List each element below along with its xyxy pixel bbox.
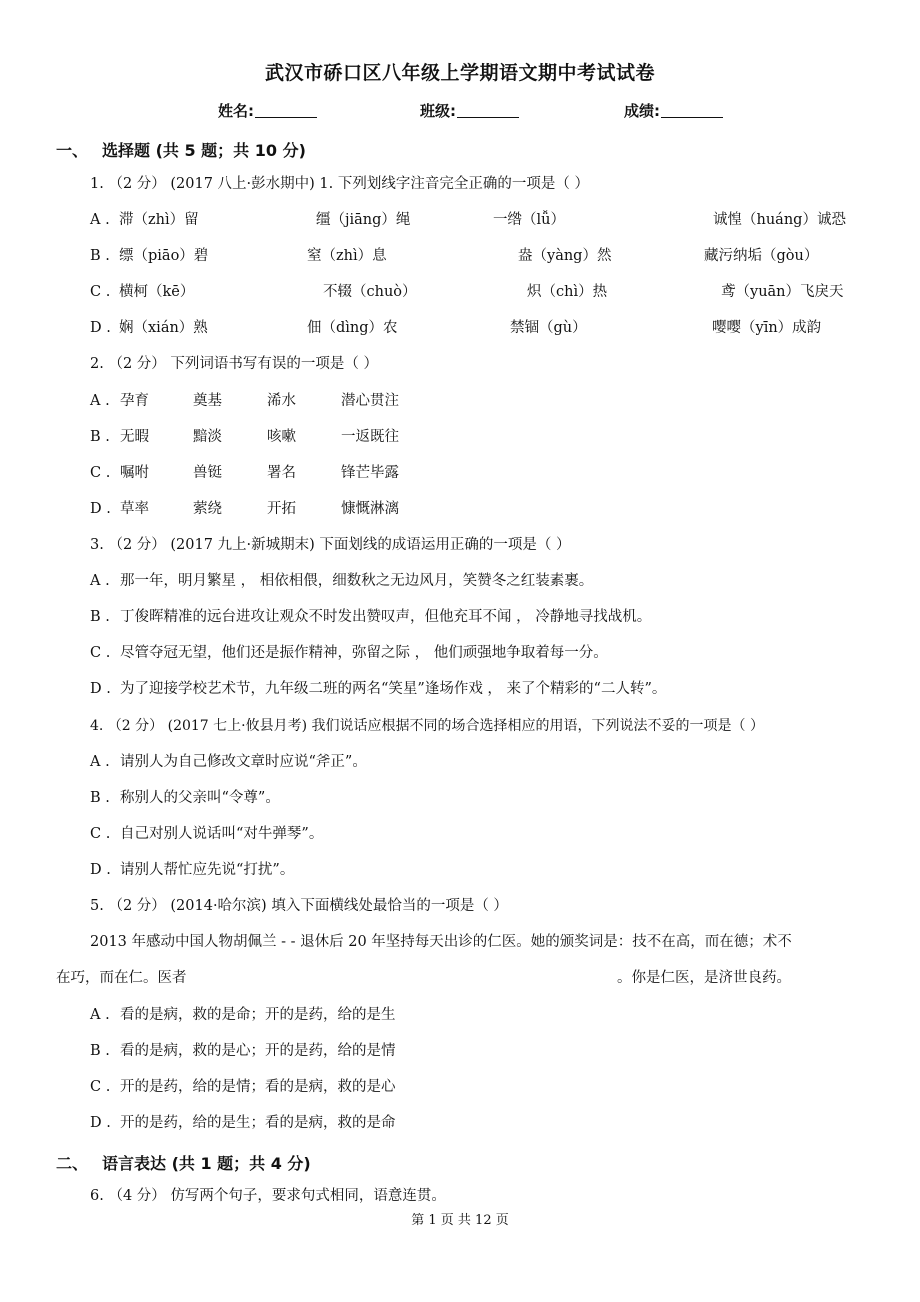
option-cell: 横柯（kē） bbox=[119, 284, 195, 300]
option-letter: A . bbox=[90, 573, 110, 589]
option-letter: C . bbox=[90, 645, 111, 661]
option-text: 尽管夺冠无望，他们还是振作精神，弥留之际 ， 他们顽强地争取着每一分。 bbox=[120, 645, 608, 661]
question-5-passage-line-1: 2013 年感动中国人物胡佩兰 - - 退休后 20 年坚持每天出诊的仁医。她的颁奖词是：技不在高，而在德；术不 bbox=[90, 934, 792, 950]
option-text: 自己对别人说话叫“对牛弹琴”。 bbox=[120, 826, 324, 842]
class-label: 班级: bbox=[420, 102, 456, 120]
option-text: 为了迎接学校艺术节，九年级二班的两名“笑星”逢场作戏 ， 来了个精彩的“二人转”。 bbox=[120, 681, 667, 697]
name-blank bbox=[255, 103, 317, 118]
option-cell: 慷慨淋漓 bbox=[341, 501, 399, 517]
question-1-stem: 1. （2 分） (2017 八上·彭水期中) 1. 下列划线字注音完全正确的一项是（ ） bbox=[90, 176, 589, 192]
option-cell: 萦绕 bbox=[193, 501, 222, 517]
option-letter: C . bbox=[90, 284, 111, 300]
option-cell: 署名 bbox=[267, 465, 296, 481]
question-4-stem: 4. （2 分） (2017 七上·攸县月考) 我们说话应根据不同的场合选择相应的用语，下列说法不妥的一项是（ ） bbox=[90, 718, 764, 734]
option-cell: 奠基 bbox=[193, 393, 222, 409]
option-letter: B . bbox=[90, 1043, 110, 1059]
option-letter: C . bbox=[90, 826, 111, 842]
section-label: 语言表达 (共 1 题；共 4 分) bbox=[102, 1154, 311, 1173]
class-field bbox=[420, 100, 519, 121]
option-letter: D . bbox=[90, 681, 111, 697]
option-letter: B . bbox=[90, 790, 110, 806]
option-text: 称别人的父亲叫“令尊”。 bbox=[120, 790, 280, 806]
option-letter: C . bbox=[90, 1079, 111, 1095]
section-number: 一、 bbox=[56, 141, 89, 160]
option-cell: 娴（xián）熟 bbox=[119, 320, 208, 336]
option-cell: 诚惶（huáng）诚恐 bbox=[713, 212, 846, 228]
option-letter: B . bbox=[90, 429, 110, 445]
option-cell: 缥（piāo）碧 bbox=[119, 248, 209, 264]
option-cell: 无暇 bbox=[120, 429, 149, 445]
score-blank bbox=[661, 103, 723, 118]
option-cell: 浠水 bbox=[267, 393, 296, 409]
option-cell: 不辍（chuò） bbox=[323, 284, 417, 300]
option-cell: 盎（yàng）然 bbox=[518, 248, 612, 264]
option-letter: A . bbox=[90, 1007, 110, 1023]
option-cell: 兽铤 bbox=[193, 465, 222, 481]
option-cell: 滞（zhì）留 bbox=[119, 212, 199, 228]
option-cell: 鸢（yuān）飞戾天 bbox=[721, 284, 844, 300]
section-number: 二、 bbox=[56, 1154, 89, 1173]
question-2-stem: 2. （2 分） 下列词语书写有误的一项是（ ） bbox=[90, 356, 378, 372]
student-info-row bbox=[0, 100, 920, 122]
section-heading-2 bbox=[56, 1151, 311, 1174]
option-cell: 潜心贯注 bbox=[341, 393, 399, 409]
class-blank bbox=[457, 103, 519, 118]
option-cell: 黯淡 bbox=[193, 429, 222, 445]
option-cell: 缰（jiāng）绳 bbox=[316, 212, 411, 228]
option-cell: 嘤嘤（yīn）成韵 bbox=[712, 320, 822, 336]
option-cell: 禁锢（gù） bbox=[510, 320, 587, 336]
option-letter: A . bbox=[90, 754, 110, 770]
page-title: 武汉市硚口区八年级上学期语文期中考试试卷 bbox=[264, 62, 655, 84]
option-cell: 孕育 bbox=[120, 393, 149, 409]
option-text: 请别人为自己修改文章时应说“斧正”。 bbox=[120, 754, 367, 770]
option-letter: D . bbox=[90, 862, 111, 878]
option-cell: 一返既往 bbox=[341, 429, 399, 445]
option-text: 看的是病，救的是心；开的是药，给的是情 bbox=[120, 1043, 396, 1059]
section-heading-1 bbox=[56, 138, 306, 161]
option-text: 那一年，明月繁星 ， 相依相偎，细数秋之无边风月，笑赞冬之红装素裹。 bbox=[120, 573, 594, 589]
option-cell: 草率 bbox=[120, 501, 149, 517]
option-letter: B . bbox=[90, 248, 110, 264]
option-text: 请别人帮忙应先说“打扰”。 bbox=[120, 862, 295, 878]
option-cell: 一绺（lǚ） bbox=[493, 212, 565, 228]
option-letter: A . bbox=[90, 393, 110, 409]
option-text: 看的是病，救的是命；开的是药，给的是生 bbox=[120, 1007, 396, 1023]
option-cell: 炽（chì）热 bbox=[527, 284, 608, 300]
option-cell: 藏污纳垢（gòu） bbox=[704, 248, 819, 264]
question-5-stem: 5. （2 分） (2014·哈尔滨) 填入下面横线处最恰当的一项是（ ） bbox=[90, 898, 508, 914]
option-cell: 锋芒毕露 bbox=[341, 465, 399, 481]
question-3-stem: 3. （2 分） (2017 九上·新城期末) 下面划线的成语运用正确的一项是（ ） bbox=[90, 537, 571, 553]
page-footer: 第 1 页 共 12 页 bbox=[411, 1213, 509, 1228]
option-letter: D . bbox=[90, 1115, 111, 1131]
score-field bbox=[624, 100, 723, 121]
option-cell: 嘱咐 bbox=[120, 465, 149, 481]
option-text: 丁俊晖精准的远台进攻让观众不时发出赞叹声，但他充耳不闻 ， 冷静地寻找战机。 bbox=[120, 609, 652, 625]
question-5-passage-line-2-end: 。你是仁医，是济世良药。 bbox=[617, 970, 791, 986]
question-5-passage-line-2: 在巧，而在仁。医者 bbox=[56, 970, 187, 986]
option-cell: 开拓 bbox=[267, 501, 296, 517]
score-label: 成绩: bbox=[624, 102, 660, 120]
option-cell: 佃（dìng）农 bbox=[307, 320, 398, 336]
option-letter: D . bbox=[90, 320, 111, 336]
name-label: 姓名: bbox=[218, 102, 254, 120]
option-text: 开的是药，给的是生；看的是病，救的是命 bbox=[120, 1115, 396, 1131]
option-letter: B . bbox=[90, 609, 110, 625]
option-letter: D . bbox=[90, 501, 111, 517]
option-letter: A . bbox=[90, 212, 110, 228]
option-letter: C . bbox=[90, 465, 111, 481]
option-text: 开的是药，给的是情；看的是病，救的是心 bbox=[120, 1079, 396, 1095]
option-cell: 窒（zhì）息 bbox=[307, 248, 387, 264]
section-label: 选择题 (共 5 题；共 10 分) bbox=[102, 141, 306, 160]
option-cell: 咳嗽 bbox=[267, 429, 296, 445]
question-6-stem: 6. （4 分） 仿写两个句子，要求句式相同，语意连贯。 bbox=[90, 1188, 446, 1204]
name-field bbox=[218, 100, 317, 121]
